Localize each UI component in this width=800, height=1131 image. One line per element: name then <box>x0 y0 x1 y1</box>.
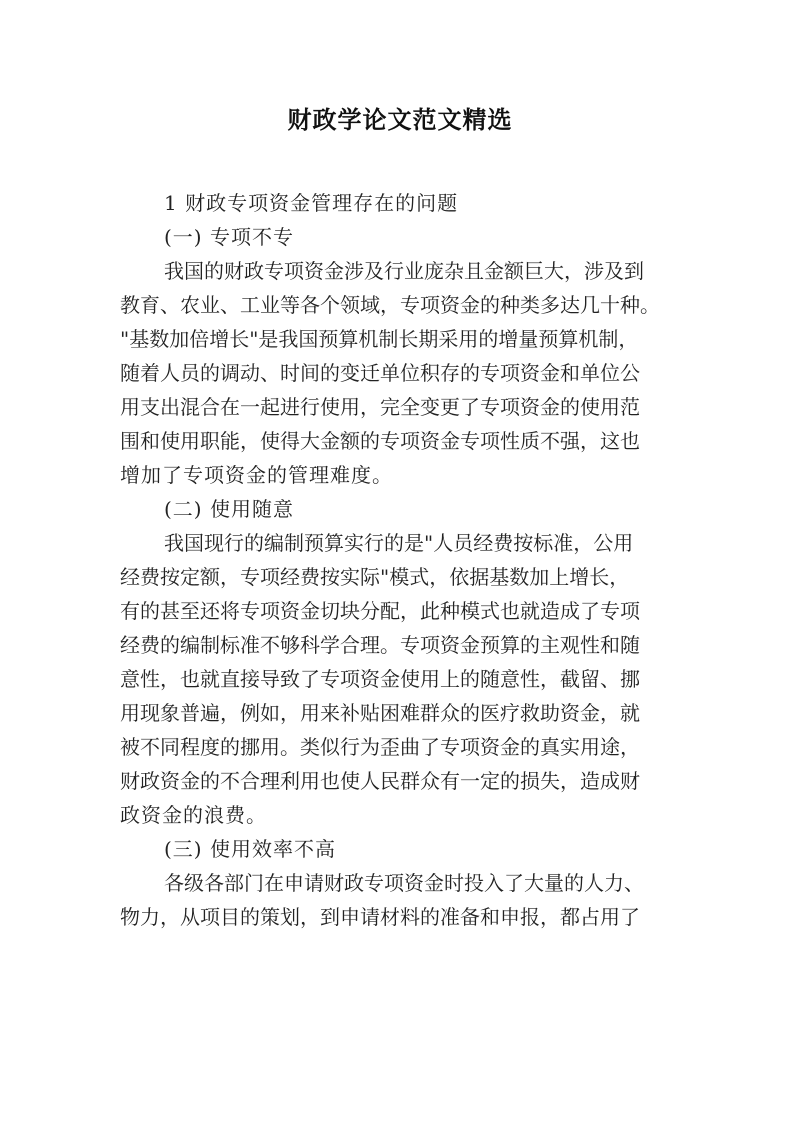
paragraph-line: 教育、农业、工业等各个领域，专项资金的种类多达几十种。 <box>120 293 660 317</box>
section-heading: 1 财政专项资金管理存在的问题 <box>164 191 459 215</box>
paragraph-line: 经费的编制标准不够科学合理。专项资金预算的主观性和随 <box>120 633 640 657</box>
section-heading: (一) 专项不专 <box>164 225 294 249</box>
paragraph-line: 我国现行的编制预算实行的是"人员经费按标准，公用 <box>164 531 634 555</box>
paragraph-line: 用现象普遍，例如，用来补贴困难群众的医疗救助资金，就 <box>120 701 640 725</box>
paragraph-line: 政资金的浪费。 <box>120 803 267 827</box>
paragraph-line: "基数加倍增长"是我国预算机制长期采用的增量预算机制， <box>120 327 639 351</box>
document-body <box>120 186 686 934</box>
paragraph-line: 随着人员的调动、时间的变迁单位积存的专项资金和单位公 <box>120 361 640 385</box>
paragraph-line: 各级各部门在申请财政专项资金时投入了大量的人力、 <box>164 871 644 895</box>
paragraph-line: 物力，从项目的策划，到申请材料的准备和申报，都占用了 <box>120 905 640 929</box>
paragraph-line: 增加了专项资金的管理难度。 <box>120 463 393 487</box>
section-heading: (二) 使用随意 <box>164 497 294 521</box>
paragraph-line: 用支出混合在一起进行使用，完全变更了专项资金的使用范 <box>120 395 640 419</box>
section-heading: (三) 使用效率不高 <box>164 837 336 861</box>
paragraph-line: 围和使用职能，使得大金额的专项资金专项性质不强，这也 <box>120 429 640 453</box>
paragraph-line: 我国的财政专项资金涉及行业庞杂且金额巨大，涉及到 <box>164 259 644 283</box>
paragraph-line: 经费按定额，专项经费按实际"模式，依据基数加上增长， <box>120 565 630 589</box>
paragraph-line: 财政资金的不合理利用也使人民群众有一定的损失，造成财 <box>120 769 640 793</box>
document-title: 财政学论文范文精选 <box>287 106 513 134</box>
paragraph-line: 被不同程度的挪用。类似行为歪曲了专项资金的真实用途， <box>120 735 640 759</box>
paragraph-line: 有的甚至还将专项资金切块分配，此种模式也就造成了专项 <box>120 599 640 623</box>
paragraph-line: 意性，也就直接导致了专项资金使用上的随意性，截留、挪 <box>120 667 640 691</box>
